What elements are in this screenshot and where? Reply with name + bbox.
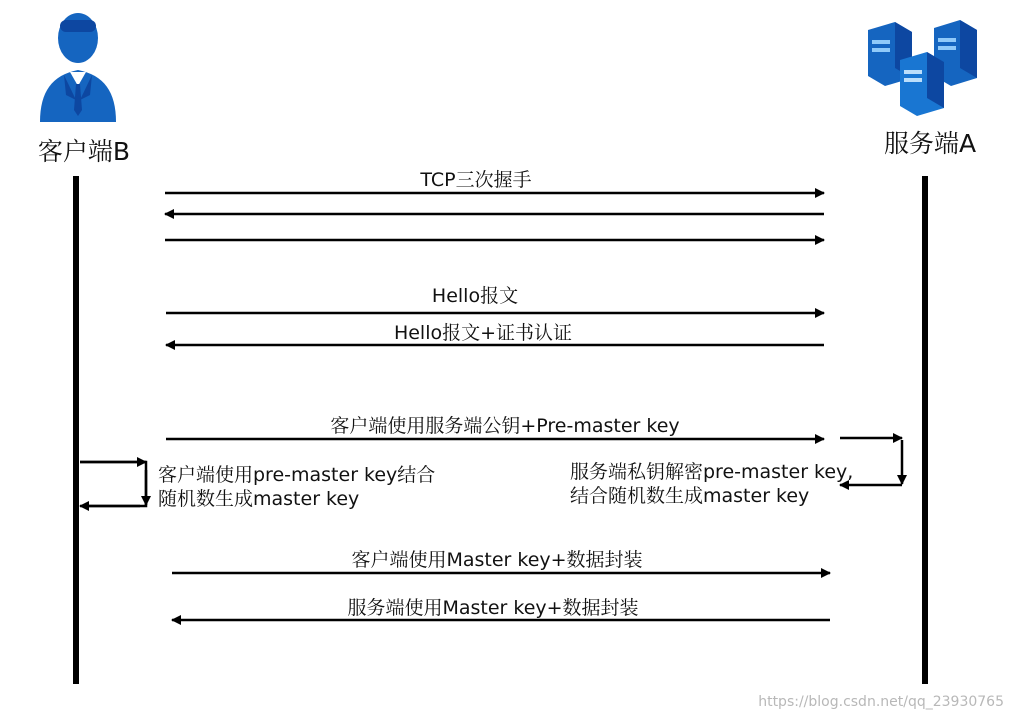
watermark: https://blog.csdn.net/qq_23930765 bbox=[758, 694, 1004, 710]
user-icon bbox=[40, 13, 116, 122]
server-icon bbox=[900, 52, 944, 116]
hello-label: Hello报文 bbox=[431, 285, 519, 307]
servers-icon bbox=[868, 20, 977, 116]
premaster-label: 客户端使用服务端公钥+Pre-master key bbox=[330, 415, 680, 437]
client-note-line1: 客户端使用pre-master key结合 bbox=[158, 464, 436, 486]
client-data-label: 客户端使用Master key+数据封装 bbox=[351, 549, 643, 571]
client-self-loop bbox=[80, 462, 146, 506]
server-data-label: 服务端使用Master key+数据封装 bbox=[347, 597, 639, 619]
client-note-line2: 随机数生成master key bbox=[158, 488, 360, 510]
client-actor-label: 客户端B bbox=[37, 137, 131, 166]
server-note-line2: 结合随机数生成master key bbox=[570, 485, 810, 507]
hello-cert-label: Hello报文+证书认证 bbox=[393, 322, 573, 344]
server-note-line1: 服务端私钥解密pre-master key, bbox=[570, 461, 854, 483]
tcp-handshake-label: TCP三次握手 bbox=[420, 169, 532, 191]
server-actor-label: 服务端A bbox=[883, 129, 977, 158]
